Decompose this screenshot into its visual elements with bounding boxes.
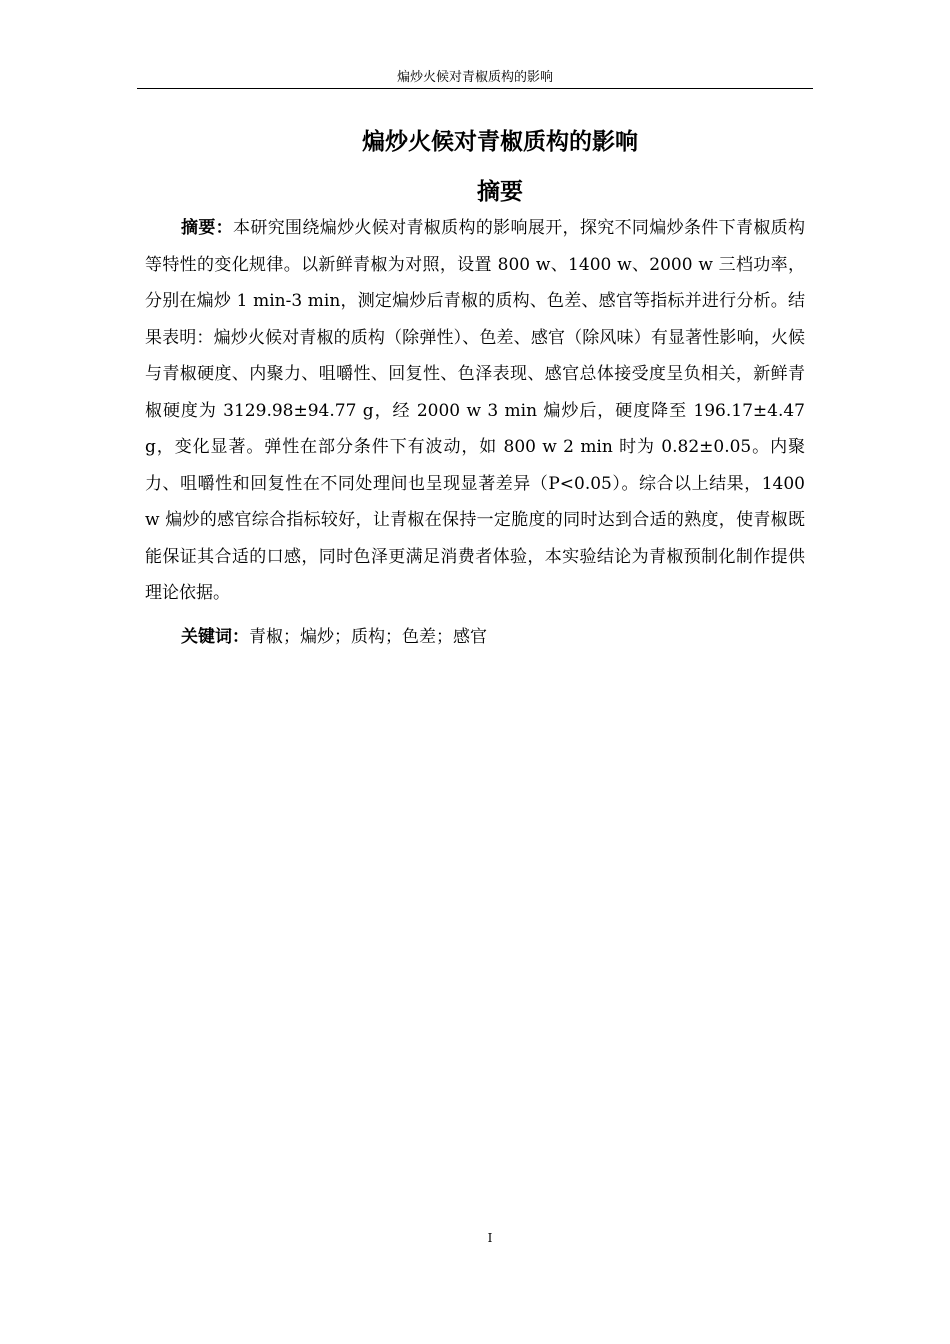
abstract-label: 摘要： [181,218,234,238]
keywords-label: 关键词： [181,627,249,647]
abstract-heading: 摘要 [477,179,523,205]
running-header: 煸炒火候对青椒质构的影响 [396,70,553,85]
keywords-text: 青椒；煸炒；质构；色差；感官 [249,627,487,647]
header-divider [137,88,813,89]
page-number: I [487,1231,493,1245]
paper-title: 煸炒火候对青椒质构的影响 [362,129,638,155]
abstract-paragraph [145,210,805,612]
keywords-line [145,619,805,655]
abstract-text: 本研究围绕煸炒火候对青椒质构的影响展开，探究不同煸炒条件下青椒质构等特性的变化规律。以新鲜青椒为对照，设置 800 w、1400 w、2000 w 三档功率，分别在煸炒 1 min-3 min，测定煸炒后青椒的质构、色差、感官等指标并进行分析。结果表明：煸炒火候对青椒的质构（除弹性）、色差、感官（除风味）有显著性影响，火候与青椒硬度、内聚力、咀嚼性、回复性、色泽表现、感官总体接受度呈负相关，新鲜青椒硬度为 3129.98±94.77 g，经 2000 w 3 min 煸炒后，硬度降至 196.17±4.47 g，变化显著。弹性在部分条件下有波动，如 800 w 2 min 时为 0.82±0.05。内聚力、咀嚼性和回复性在不同处理间也呈现显著差异（P<0.05）。综合以上结果，1400 w 煸炒的感官综合指标较好，让青椒在保持一定脆度的同时达到合适的熟度，使青椒既能保证其合适的口感，同时色泽更满足消费者体验，本实验结论为青椒预制化制作提供理论依据。 [145,218,806,603]
